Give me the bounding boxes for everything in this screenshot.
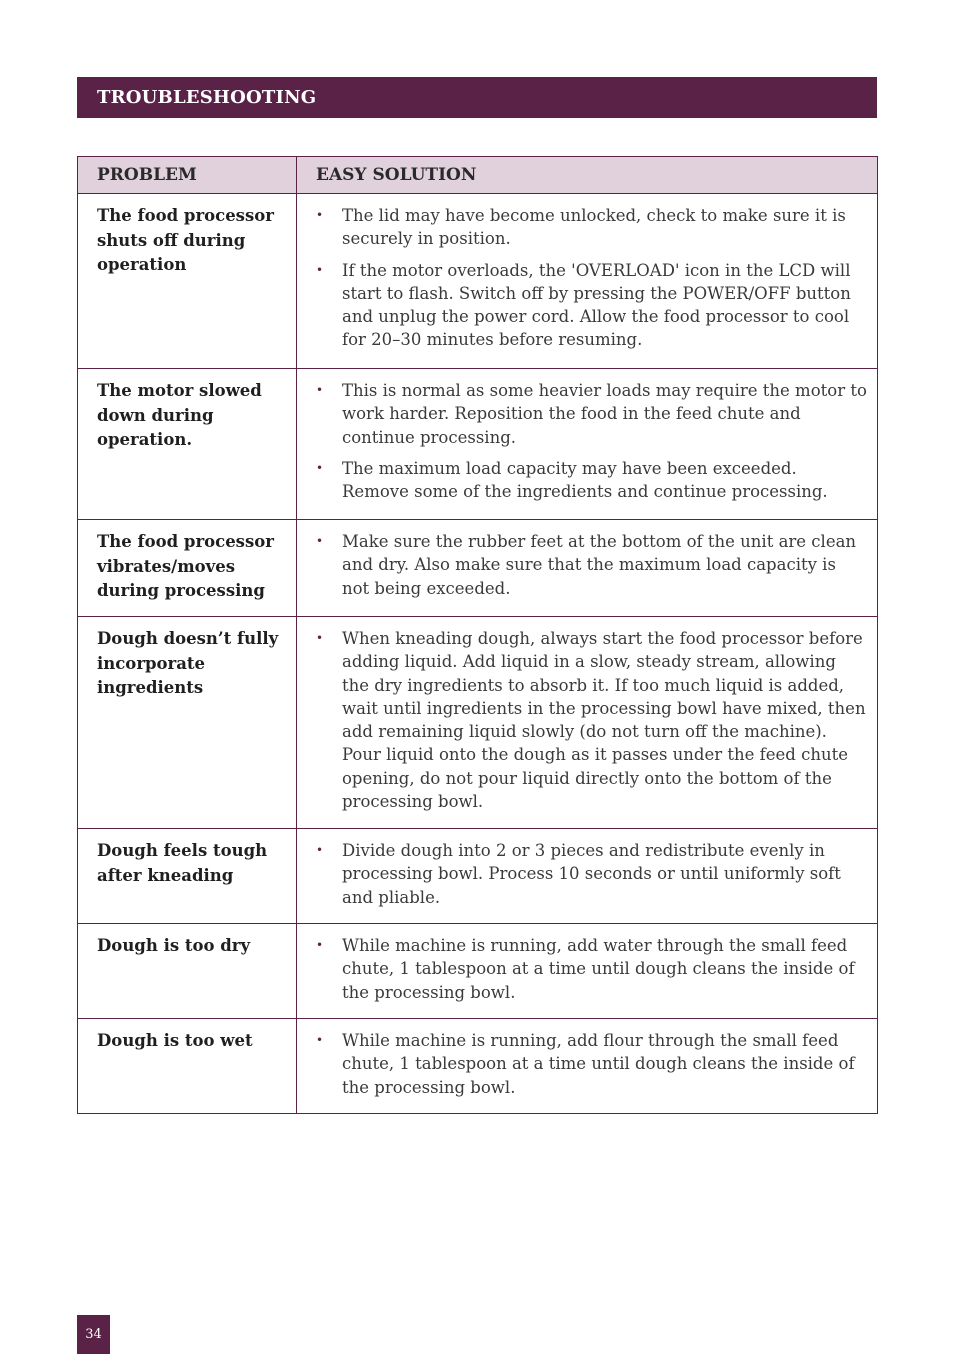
bullet-icon: • xyxy=(316,938,324,952)
solution-cell xyxy=(297,617,878,829)
column-header-solution: EASY SOLUTION xyxy=(297,157,878,194)
solution-text: If the motor overloads, the 'OVERLOAD' icon in the LCD will start to flash. Switch off by pressing the POWER/OFF button and unplug the power cord. Allow the food processor to cool for 20–30 minutes before resuming. xyxy=(342,260,851,350)
solution-text: This is normal as some heavier loads may require the motor to work harder. Reposition the food in the feed chute and continue processing. xyxy=(342,381,867,447)
bullet-icon: • xyxy=(316,460,324,475)
solution-text: Make sure the rubber feet at the bottom of the unit are clean and dry. Also make sure that the maximum load capacity is not being exceeded. xyxy=(342,532,857,598)
bullet-icon: • xyxy=(316,262,324,277)
solution-item xyxy=(316,204,867,251)
bullet-icon: • xyxy=(316,843,324,857)
solution-cell xyxy=(297,924,878,1019)
bullet-icon: • xyxy=(316,1033,324,1047)
solution-text: When kneading dough, always start the food processor before adding liquid. Add liquid in a slow, steady stream, allowing the dry ingredients to absorb it. If too much liquid is added, wait until ingredients in the processing bowl have mixed, then add remaining liquid slowly (do not turn off the machine). Pour liquid onto the dough as it passes under the feed chute opening, do not pour liquid directly onto the bottom of the processing bowl. xyxy=(342,629,866,812)
table-row xyxy=(78,369,878,520)
solution-item xyxy=(316,934,867,1004)
bullet-icon: • xyxy=(316,383,324,397)
problem-cell: The food processor vibrates/moves during processing xyxy=(78,520,297,617)
troubleshooting-table xyxy=(77,156,878,1114)
solution-item xyxy=(316,530,867,600)
solution-cell xyxy=(297,1019,878,1114)
solution-item xyxy=(316,627,867,813)
section-title-bar xyxy=(77,77,877,118)
solution-text: While machine is running, add flour through the small feed chute, 1 tablespoon at a time until dough cleans the inside of the processing bowl. xyxy=(342,1031,855,1097)
solution-cell xyxy=(297,194,878,369)
problem-cell: The food processor shuts off during operation xyxy=(78,194,297,369)
solution-text: Divide dough into 2 or 3 pieces and redistribute evenly in processing bowl. Process 10 seconds or until uniformly soft and pliable. xyxy=(342,841,841,907)
problem-cell: The motor slowed down during operation. xyxy=(78,369,297,520)
solution-cell xyxy=(297,369,878,520)
problem-cell: Dough is too wet xyxy=(78,1019,297,1114)
solution-cell xyxy=(297,829,878,924)
table-row xyxy=(78,194,878,369)
problem-cell: Dough doesn’t fully incorporate ingredients xyxy=(78,617,297,829)
solution-item xyxy=(316,379,867,449)
solution-item xyxy=(316,259,867,352)
table-row xyxy=(78,617,878,829)
column-header-problem: PROBLEM xyxy=(78,157,297,194)
table-row xyxy=(78,829,878,924)
solution-item xyxy=(316,457,867,504)
problem-cell: Dough is too dry xyxy=(78,924,297,1019)
solution-text: The maximum load capacity may have been exceeded. Remove some of the ingredients and continue processing. xyxy=(342,458,828,502)
bullet-icon: • xyxy=(316,534,324,548)
solution-item xyxy=(316,839,867,909)
table-row xyxy=(78,924,878,1019)
table-row xyxy=(78,520,878,617)
bullet-icon: • xyxy=(316,631,324,645)
table-row xyxy=(78,1019,878,1114)
solution-text: The lid may have become unlocked, check to make sure it is securely in position. xyxy=(342,206,846,249)
solution-item xyxy=(316,1029,867,1099)
problem-cell: Dough feels tough after kneading xyxy=(78,829,297,924)
page-number-box xyxy=(77,1315,110,1354)
solution-cell xyxy=(297,520,878,617)
page-number: 34 xyxy=(85,1327,102,1342)
bullet-icon: • xyxy=(316,208,324,222)
table-header-row xyxy=(78,157,878,194)
solution-text: While machine is running, add water through the small feed chute, 1 tablespoon at a time until dough cleans the inside of the processing bowl. xyxy=(342,936,855,1002)
section-title: TROUBLESHOOTING xyxy=(97,87,317,108)
